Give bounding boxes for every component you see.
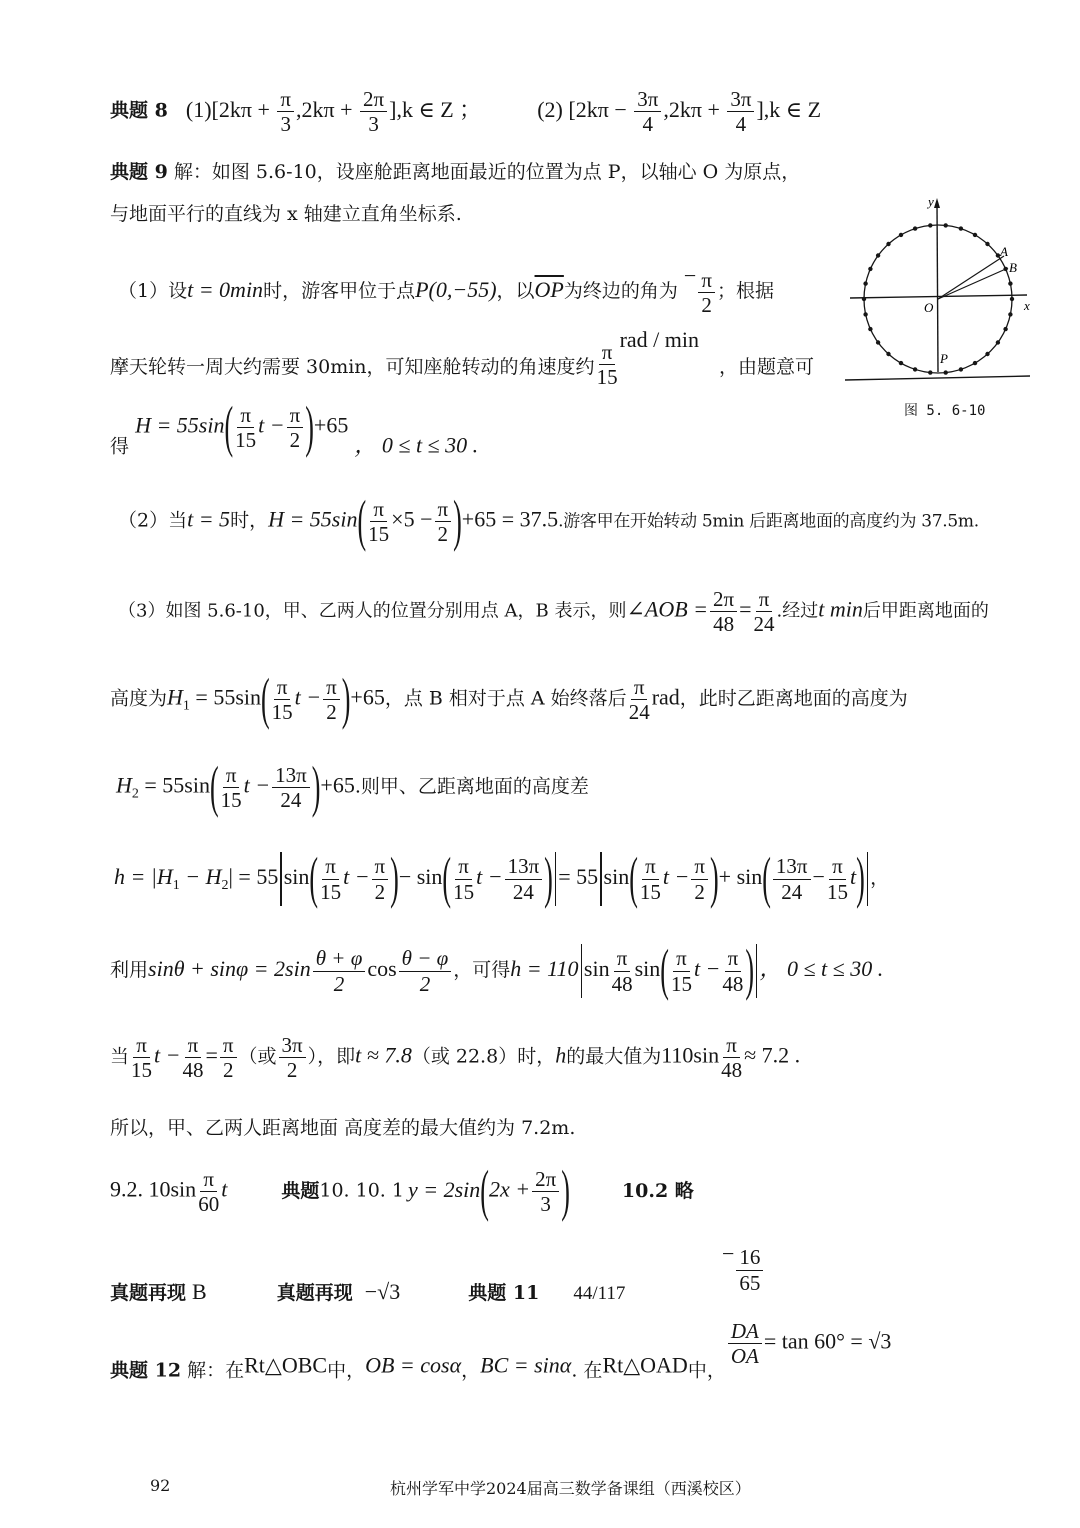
axis-y-label: y	[928, 194, 934, 209]
seat-dot	[996, 340, 1000, 344]
ferris-wheel-diagram	[842, 190, 1042, 420]
seat-dot	[959, 367, 963, 371]
q9-intro-text: 解：如图 5.6-10，设座舱距离地面最近的位置为点 P，以轴心 O 为原点，	[173, 161, 801, 183]
q9-step1: （1）设t = 0min时，游客甲位于点P(0,−55)，以$\overline{OP}$为终边的角为 − $\frac{\pi}{2}$ ；根据	[118, 263, 774, 318]
q9-intro	[110, 160, 800, 185]
seat-dot	[985, 242, 989, 246]
seat-dot	[973, 361, 977, 365]
seat-dot	[886, 352, 890, 356]
q9-identity: 利用sinθ + sinφ = 2sin $\frac{\theta + \varphi}{2}$ cos $\frac{\theta - \varphi}{2}$ ，可得h = 110 sin $\frac{\pi}{48}$ sin( $\frac{\pi}{15}$ t − $\frac{\pi}{48}$ ) ， 0 ≤ t ≤ 30 .	[110, 938, 884, 1002]
point-P-label: P	[940, 351, 948, 366]
q9-intro2: 与地面平行的直线为 x 轴建立直角坐标系.	[110, 203, 462, 225]
q9-H-formula: 得 H = 55sin( $\frac{\pi}{15}$ t − $\frac{\pi}{2}$ )+65 ， 0 ≤ t ≤ 30 .	[110, 394, 479, 459]
seat-dot	[868, 327, 872, 331]
seat-dot	[886, 242, 890, 246]
q9-H1-line: 高度为$H_1 = 55\sin$( $\frac{\pi}{15}$ t − $\frac{\pi}{2}$ )+65，点 B 相对于点 A 始终落后 $\frac{\pi}{24}$ rad，此时乙距离地面的高度为	[110, 666, 908, 731]
seat-dot	[863, 312, 867, 316]
zt-frac: − $\frac{16}{65}$	[722, 1240, 765, 1294]
seat-dot	[1010, 297, 1014, 301]
seat-dot	[928, 223, 932, 227]
q9-conclusion: 所以，甲、乙两人距离地面 高度差的最大值约为 7.2m.	[110, 1117, 576, 1139]
q8-part1: (1)[2kπ + $\frac{\pi}{3}$ ,2kπ + $\frac{2\pi}{3}$ ],k ∈ Z ；	[185, 87, 482, 137]
seat-dot	[899, 361, 903, 365]
q9-step2: 摩天轮转一周大约需要 30min，可知座舱转动的角速度约 $\frac{\pi}{15}$ rad / min，由题意可	[110, 327, 815, 390]
seat-dot	[876, 253, 880, 257]
seat-dot	[862, 297, 866, 301]
q92-line: 9.2. 10sin $\frac{\pi}{60}$ t 典题10. 10. 1 y = 2sin(2x + $\frac{2\pi}{3}$ ) 10.2 略	[110, 1158, 694, 1223]
seat-dot	[944, 370, 948, 374]
seat-dot	[868, 267, 872, 271]
seat-dot	[1003, 327, 1007, 331]
ferris-wheel-figure	[842, 190, 1042, 420]
q9-max: 当 $\frac{\pi}{15}$ t − $\frac{\pi}{48}$ = $\frac{\pi}{2}$ （或 $\frac{3\pi}{2}$ ），即t ≈ 7.8（或 22.8）时，h的最大值为110sin $\frac{\pi}{48}$ ≈ 7.2 .	[110, 1033, 801, 1083]
seat-dot	[985, 352, 989, 356]
point-A-label: A	[1000, 244, 1008, 259]
page-number: 92	[150, 1476, 171, 1495]
axis-x-label: x	[1024, 298, 1030, 313]
seat-dot	[944, 223, 948, 227]
q8-label: 典题 8	[110, 99, 168, 122]
q9-H2-line: $H_2 = 55\sin$( $\frac{\pi}{15}$ t − $\frac{13\pi}{24}$ )+65.则甲、乙距离地面的高度差	[116, 754, 589, 819]
q9-h-diff: $h = |H_1 - H_2| = 55$ sin( $\frac{\pi}{15}$ t − $\frac{\pi}{2}$ )− sin( $\frac{\pi}{15}$ t − $\frac{13\pi}{24}$ ) = 55 sin( $\frac{\pi}{15}$ t − $\frac{\pi}{2}$ )+ sin( $\frac{13\pi}{24}$ − $\frac{\pi}{15}$ t) ，	[114, 846, 890, 910]
zt-line: 真题再现 B 真题再现 −√3 典题 11 44/117	[110, 1279, 626, 1304]
q9-part2: （2）当t = 5时，H = 55sin( $\frac{\pi}{15}$ ×5 − $\frac{\pi}{2}$ )+65 = 37.5.游客甲在开始转动 5min 后距离地面的高度约为 37.5m.	[118, 488, 979, 553]
footer-text: 杭州学军中学2024届高三数学备课组（西溪校区）	[390, 1479, 751, 1498]
q9-label: 典题 9	[110, 161, 168, 183]
seat-dot	[913, 367, 917, 371]
seat-dot	[876, 340, 880, 344]
seat-dot	[899, 233, 903, 237]
seat-dot	[1008, 281, 1012, 285]
seat-dot	[973, 233, 977, 237]
origin-label: O	[924, 300, 934, 315]
q12-line: 典题 12 解：在Rt△OBC中，OB = cosα，BC = sinα. 在Rt△OAD中， $\frac{DA}{OA}$ = tan 60° = √3	[110, 1319, 892, 1382]
seat-dot	[1008, 312, 1012, 316]
q9-part3: （3）如图 5.6-10，甲、乙两人的位置分别用点 A，B 表示，则∠AOB = $\frac{2\pi}{48}$ = $\frac{\pi}{24}$ .经过t min后甲距离地面的	[118, 587, 989, 637]
seat-dot	[928, 370, 932, 374]
figure-caption: 图 5. 6-10	[904, 403, 986, 419]
seat-dot	[913, 226, 917, 230]
seat-dot	[959, 226, 963, 230]
point-B-label: B	[1009, 260, 1017, 275]
seat-dot	[863, 281, 867, 285]
q8-part2: (2) [2kπ − $\frac{3\pi}{4}$ ,2kπ + $\frac{3\pi}{4}$ ],k ∈ Z	[537, 87, 822, 137]
q8-line	[110, 88, 821, 135]
